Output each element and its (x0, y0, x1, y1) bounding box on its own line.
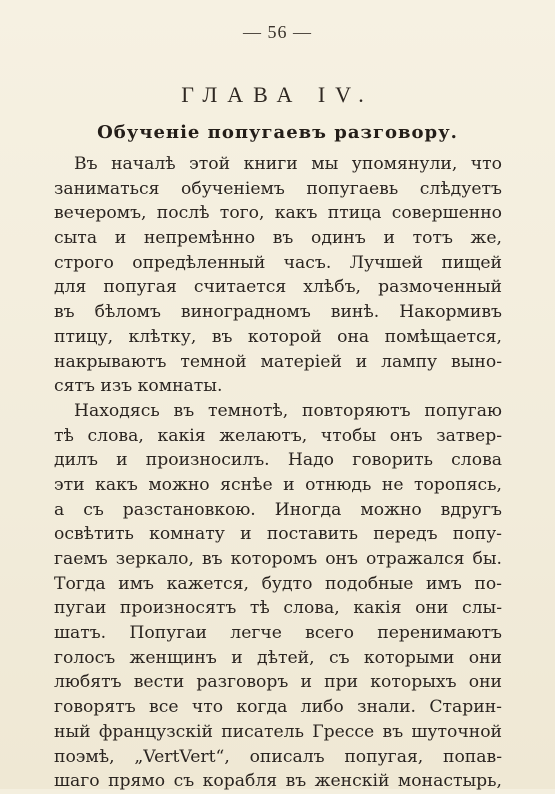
text-line: освѣтить комнату и поставить передъ попу- (54, 524, 502, 545)
page-number: — 56 — (243, 22, 312, 42)
chapter-heading: ГЛАВА IV. (181, 82, 374, 107)
text-line: ный французскій писатель Грессе въ шуточной (54, 721, 502, 742)
text-line: сыта и непремѣнно въ одинъ и тотъ же, (54, 228, 502, 249)
text-line: пугаи произносятъ тѣ слова, какія они слы- (54, 598, 502, 619)
text-line: Тогда имъ кажется, будто подобные имъ по- (54, 573, 502, 594)
text-line: гаемъ зеркало, въ которомъ онъ отражался бы. (54, 549, 502, 569)
text-line: вечеромъ, послѣ того, какъ птица совершенно (54, 203, 502, 224)
text-line: шаго прямо съ корабля въ женскій монастырь, (54, 771, 502, 792)
section-title: Обученіе попугаевъ разговору. (97, 122, 458, 143)
text-line: Находясь въ темнотѣ, повторяютъ попугаю (74, 400, 502, 421)
text-line: въ бѣломъ виноградномъ винѣ. Накормивъ (54, 302, 502, 323)
text-line: дилъ и произносилъ. Надо говорить слова (54, 450, 502, 471)
text-line: накрываютъ темной матеріей и лампу выно- (54, 351, 502, 372)
text-line: тѣ слова, какія желаютъ, чтобы онъ затвер- (54, 425, 502, 446)
body-text (54, 152, 502, 794)
text-line: для попугая считается хлѣбъ, размоченный (54, 277, 502, 298)
text-line: строго опредѣленный часъ. Лучшей пищей (54, 252, 502, 273)
text-line: Въ началѣ этой книги мы упомянули, что (74, 154, 502, 174)
text-line: говорятъ все что когда либо знали. Старин- (54, 697, 502, 718)
text-line: сятъ изъ комнаты. (54, 376, 223, 397)
text-line: эти какъ можно яснѣе и отнюдь не торопясь, (54, 474, 502, 495)
text-line: птицу, клѣтку, въ которой она помѣщается, (54, 326, 502, 347)
text-line: любятъ вести разговоръ и при которыхъ они (54, 672, 502, 693)
text-line: шатъ. Попугаи легче всего перенимаютъ (54, 623, 502, 644)
text-line: заниматься обученіемъ попугаевь слѣдуетъ (54, 178, 502, 199)
text-line: поэмѣ, „VertVert“, описалъ попугая, попав- (54, 746, 502, 767)
text-line: а съ разстановкою. Иногда можно вдругъ (54, 499, 502, 520)
text-line: голосъ женщинъ и дѣтей, съ которыми они (54, 647, 502, 668)
